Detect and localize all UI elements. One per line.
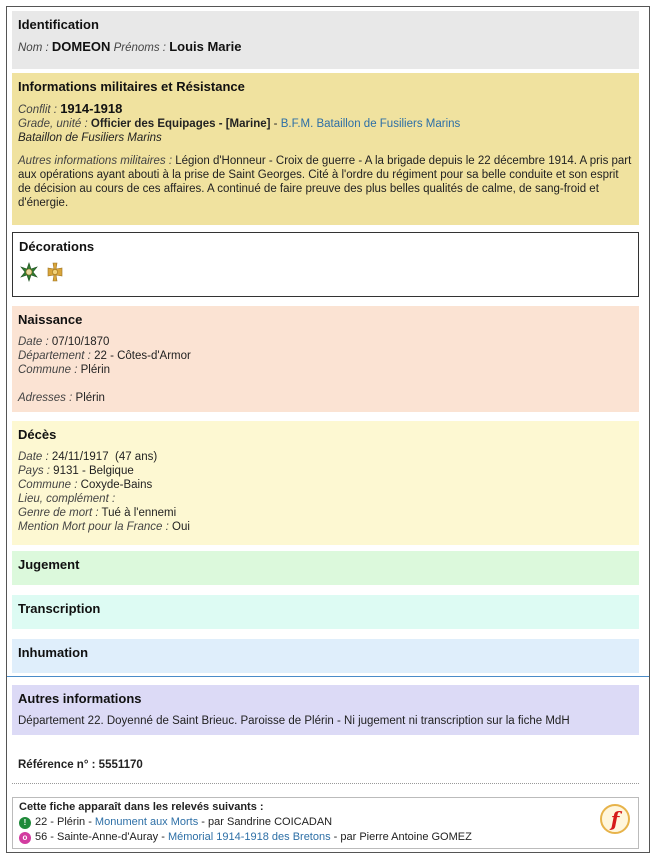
section-autres-informations (12, 685, 639, 735)
section-title: Décorations (19, 239, 95, 254)
genre-value: Tué à l'ennemi (101, 507, 177, 519)
section-title: Jugement (18, 557, 80, 572)
nom-value: DOMEON (51, 39, 111, 54)
commune-value: Coxyde-Bains (80, 479, 153, 491)
departement-value: 22 - Côtes-d'Armor (94, 350, 191, 362)
nom-line (18, 40, 633, 55)
releve-link[interactable]: Monument aux Morts (94, 816, 199, 828)
section-title: Inhumation (18, 645, 89, 660)
deces-commune (18, 478, 633, 492)
legion-honneur-icon[interactable] (19, 262, 39, 282)
section-naissance (12, 306, 639, 412)
autres-militaires (18, 154, 633, 210)
adresses-value: Plérin (75, 392, 105, 404)
section-title: Informations militaires et Résistance (18, 79, 245, 94)
commune-label: Commune : (18, 479, 78, 491)
releve-suffix: - par Sandrine COICADAN (198, 816, 333, 828)
fiche-frame (6, 6, 650, 853)
section-title: Décès (18, 427, 57, 442)
date-value: 07/10/1870 (51, 336, 110, 348)
section-inhumation (12, 639, 639, 673)
conflit-line (18, 102, 633, 117)
prenoms-value: Louis Marie (169, 39, 242, 54)
genre-label: Genre de mort : (18, 507, 99, 519)
releve-suffix: - par Pierre Antoine GOMEZ (330, 831, 472, 843)
memorial-badge-icon: o (19, 832, 31, 844)
divider (12, 783, 639, 784)
departement-label: Département : (18, 350, 91, 362)
grade-separator: - (270, 118, 281, 130)
nom-label: Nom : (18, 42, 49, 54)
conflit-label: Conflit : (18, 104, 57, 116)
date-value: 24/11/1917 (47 ans) (51, 451, 158, 463)
naissance-adresses (18, 391, 633, 405)
section-releves (12, 797, 639, 849)
releve-prefix: 56 - Sainte-Anne-d'Auray - (35, 831, 168, 843)
croix-de-guerre-icon[interactable] (45, 262, 65, 282)
date-label: Date : (18, 336, 49, 348)
date-label: Date : (18, 451, 49, 463)
deces-pays (18, 464, 633, 478)
unite-link[interactable]: B.F.M. Bataillon de Fusiliers Marins (280, 118, 461, 130)
monument-badge-icon: ! (19, 817, 31, 829)
site-logo-icon[interactable]: f (600, 804, 630, 834)
pays-value: 9131 - Belgique (53, 465, 134, 477)
lieu-label: Lieu, complément : (18, 493, 116, 505)
reference-label: Référence n° : (18, 759, 96, 771)
releves-title: Cette fiche apparaît dans les relevés suivants : (19, 801, 264, 813)
section-militaire (12, 73, 639, 225)
deces-mention (18, 520, 633, 534)
grade-label: Grade, unité : (18, 118, 88, 130)
section-title: Naissance (18, 312, 83, 327)
section-title: Identification (18, 17, 99, 32)
divider (7, 676, 649, 677)
unite-subtitle: Bataillon de Fusiliers Marins (18, 132, 162, 144)
deces-genre (18, 506, 633, 520)
adresses-label: Adresses : (18, 392, 73, 404)
conflit-value: 1914-1918 (60, 101, 123, 116)
autres-militaires-label: Autres informations militaires : (18, 155, 173, 167)
naissance-departement (18, 349, 633, 363)
commune-value: Plérin (80, 364, 111, 376)
prenoms-label: Prénoms : (113, 42, 166, 54)
deces-date (18, 450, 633, 464)
deces-lieu (18, 492, 633, 506)
section-deces (12, 421, 639, 545)
grade-line (18, 117, 633, 131)
releve-item (19, 830, 632, 845)
releve-prefix: 22 - Plérin - (35, 816, 95, 828)
mention-value: Oui (172, 521, 190, 533)
section-identification (12, 11, 639, 69)
autres-informations-text: Département 22. Doyenné de Saint Brieuc. Paroisse de Plérin - Ni jugement ni transcription sur la fiche MdH (18, 715, 570, 727)
section-transcription (12, 595, 639, 629)
releve-link[interactable]: Mémorial 1914-1918 des Bretons (167, 831, 331, 843)
section-jugement (12, 551, 639, 585)
pays-label: Pays : (18, 465, 50, 477)
decorations-icons (19, 262, 632, 282)
releve-item (19, 815, 632, 830)
reference (12, 755, 639, 777)
commune-label: Commune : (18, 364, 78, 376)
reference-value: 5551170 (98, 759, 143, 771)
grade-value: Officier des Equipages - [Marine] (90, 118, 271, 130)
section-decorations (12, 232, 639, 297)
section-title: Transcription (18, 601, 101, 616)
section-title: Autres informations (18, 691, 142, 706)
naissance-commune (18, 363, 633, 377)
naissance-date (18, 335, 633, 349)
autres-militaires-text: Légion d'Honneur - Croix de guerre - A la brigade depuis le 22 décembre 1914. A pris part aux opérations ayant abouti à la prise de Saint Georges. Cité à l'ordre du régiment pour sa belle conduite et son esprit de décision au cours de ces affaires. A continué de faire preuve des plus belles qualités de calme, de sang-froid et d'énergie. (18, 155, 632, 209)
mention-label: Mention Mort pour la France : (18, 521, 169, 533)
